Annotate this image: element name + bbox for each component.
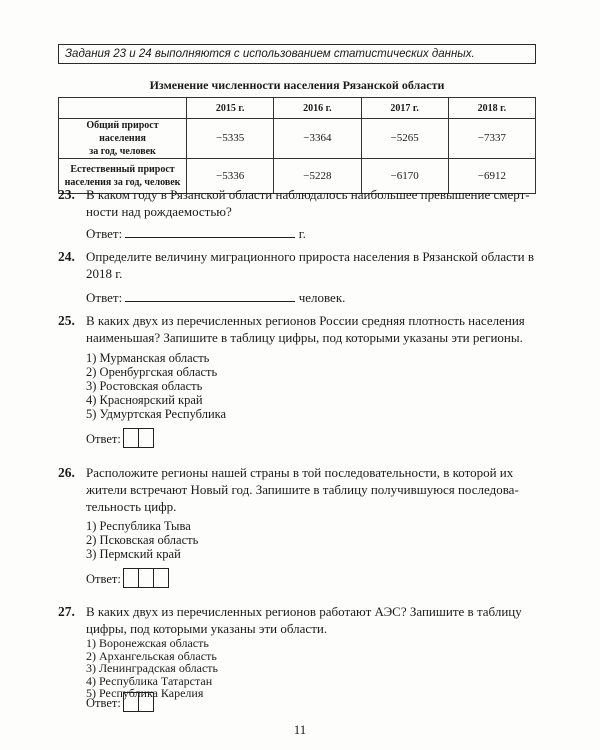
option-item: 3) Ленинградская область [86, 661, 218, 675]
answer-cell[interactable] [123, 692, 139, 712]
question-27-text-line2: цифры, под которыми указаны эти области. [86, 621, 328, 636]
table-header-row [59, 98, 536, 119]
table-row [59, 119, 536, 159]
question-27-number: 27. [58, 604, 75, 619]
option-item: 1) Республика Тыва [86, 519, 191, 533]
table-cell: −6912 [448, 159, 535, 194]
answer-cell[interactable] [153, 568, 169, 588]
question-26-number: 26. [58, 465, 75, 480]
table-cell: −5228 [274, 159, 361, 194]
answer-cell[interactable] [138, 692, 154, 712]
option-item: 1) Воронежская область [86, 636, 209, 650]
table-cell: −3364 [274, 119, 361, 159]
answer-label: Ответ: [86, 696, 121, 710]
answer-blank[interactable] [125, 290, 295, 302]
answer-cell[interactable] [123, 568, 139, 588]
table-cell: −5265 [361, 119, 448, 159]
option-item: 2) Оренбургская область [86, 365, 218, 379]
option-item: 3) Ростовская область [86, 379, 203, 393]
question-23-text-line2: ности над рождаемостью? [86, 204, 232, 219]
option-item: 4) Красноярский край [86, 393, 203, 407]
statistics-table [58, 97, 536, 194]
question-26-text-line3: тельность цифр. [86, 499, 177, 514]
answer-unit: человек. [298, 290, 346, 305]
answer-label: Ответ: [86, 290, 123, 305]
question-23-number: 23. [58, 187, 75, 202]
question-24-text-line2: 2018 г. [86, 266, 123, 281]
table-header-year: 2018 г. [448, 98, 535, 119]
table-header-year: 2015 г. [187, 98, 274, 119]
option-item: 3) Пермский край [86, 547, 181, 561]
table-row-label: Общий прирост населения за год, человек [59, 119, 187, 159]
answer-cell[interactable] [123, 428, 139, 448]
question-26-text-line2: жители встречают Новый год. Запишите в таблицу получившуюся последова- [86, 482, 519, 497]
question-26-text-line1: Расположите регионы нашей страны в той последовательности, в которой их [86, 465, 514, 480]
answer-label: Ответ: [86, 432, 121, 446]
page-number: 11 [293, 722, 307, 737]
answer-cell[interactable] [138, 568, 154, 588]
question-23-answer-line [86, 226, 306, 242]
question-24-text-line1: Определите величину миграционного прироста населения в Рязанской области в [86, 249, 534, 264]
table-header-year: 2016 г. [274, 98, 361, 119]
question-25-text-line2: наименьшая? Запишите в таблицу цифры, под которыми указаны эти регионы. [86, 330, 523, 345]
option-item: 5) Республика Карелия [86, 686, 204, 700]
option-item: 5) Удмуртская Республика [86, 407, 227, 421]
answer-boxes [123, 568, 169, 588]
answer-unit: г. [298, 226, 306, 241]
option-item: 4) Республика Татарстан [86, 673, 213, 688]
answer-boxes [123, 692, 154, 712]
question-25-text-line1: В каких двух из перечисленных регионов России средняя плотность населения [86, 313, 525, 328]
table-header-empty [59, 98, 187, 119]
question-24-answer-line [86, 290, 345, 306]
table-header-year: 2017 г. [361, 98, 448, 119]
instruction-box: Задания 23 и 24 выполняются с использованием статистических данных. [58, 44, 536, 64]
table-cell: −6170 [361, 159, 448, 194]
answer-cell[interactable] [138, 428, 154, 448]
table-cell: −5336 [187, 159, 274, 194]
option-item: 2) Архангельская область [86, 648, 217, 663]
table-cell: −7337 [448, 119, 535, 159]
option-item: 1) Мурманская область [86, 351, 210, 365]
table-row-label: Естественный прирост населения за год, человек [59, 159, 187, 194]
table-title: Изменение численности населения Рязанской области [149, 78, 445, 92]
answer-label: Ответ: [86, 572, 121, 586]
question-23-text-line1: В каком году в Рязанской области наблюдалось наибольшее превышение смерт- [86, 187, 530, 202]
question-24-number: 24. [58, 249, 75, 264]
answer-label: Ответ: [86, 226, 123, 241]
option-item: 2) Псковская область [86, 533, 199, 547]
answer-blank[interactable] [125, 226, 295, 238]
table-cell: −5335 [187, 119, 274, 159]
question-27-text-line1: В каких двух из перечисленных регионов работают АЭС? Запишите в таблицу [86, 604, 522, 619]
answer-boxes [123, 428, 154, 448]
question-25-number: 25. [58, 313, 75, 328]
